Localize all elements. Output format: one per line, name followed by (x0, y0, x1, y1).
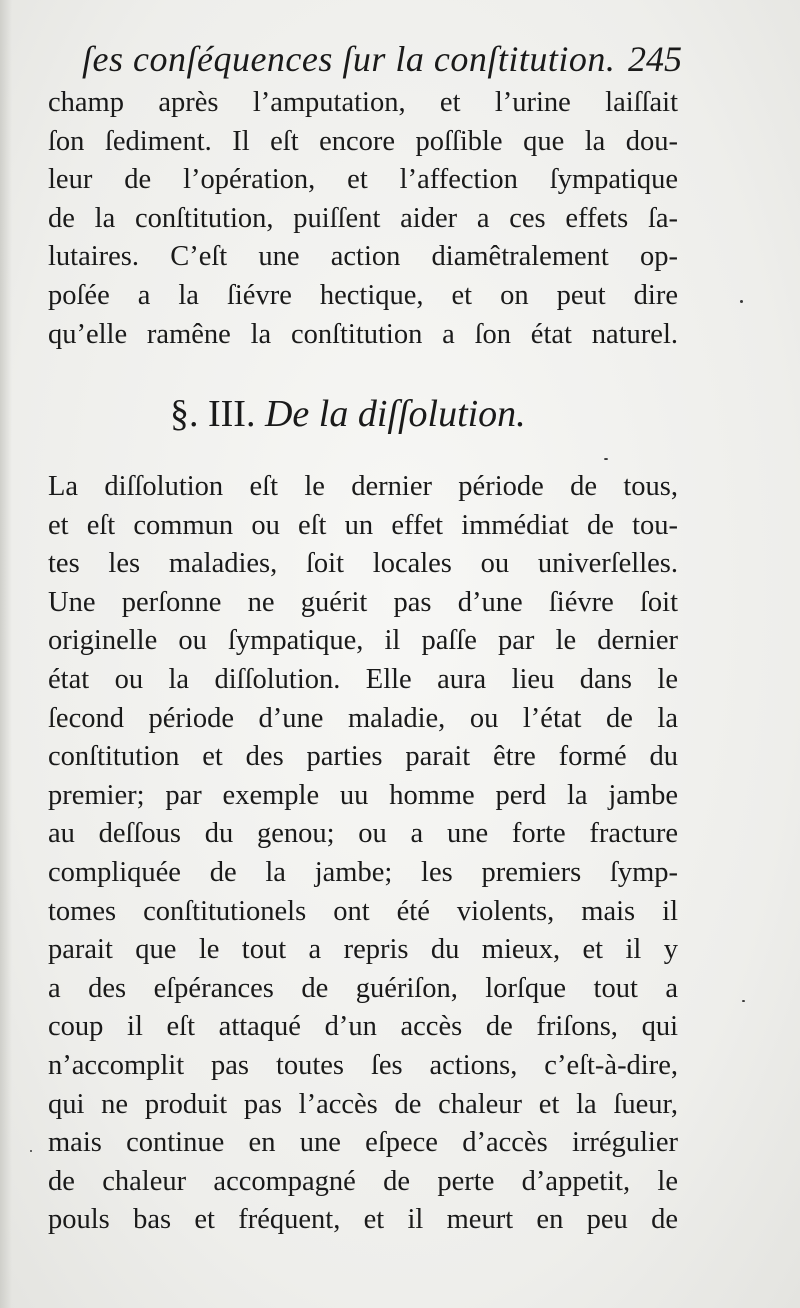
text-line: poſée a la ſiévre hectique, et on peut dire (48, 279, 678, 311)
text-line: ſecond période d’une maladie, ou l’état de la (48, 702, 678, 734)
ink-speck (604, 458, 608, 460)
text-line: qui ne produit pas l’accès de chaleur et la ſueur, (48, 1088, 678, 1120)
text-line: ſon ſediment. Il eſt encore poſſible que la dou- (48, 125, 678, 157)
text-line: et eſt commun ou eſt un effet immédiat de tou- (48, 509, 678, 541)
text-line: pouls bas et fréquent, et il meurt en peu de (48, 1204, 678, 1236)
text-line: mais continue en une eſpece d’accès irrégulier (48, 1127, 678, 1159)
text-line: lutaires. C’eſt une action diamêtralement op- (48, 241, 678, 273)
text-line: originelle ou ſympatique, il paſſe par le dernier (48, 625, 678, 657)
ink-speck (740, 300, 743, 303)
page-spine-shadow (0, 0, 12, 1308)
text-line: de la conſtitution, puiſſent aider a ces effets ſa- (48, 202, 678, 234)
text-line: champ après l’amputation, et l’urine laiſſait (48, 87, 678, 118)
text-line: au deſſous du genou; ou a une forte fracture (48, 818, 678, 850)
section-heading (170, 392, 590, 436)
text-line: premier; par exemple uu homme perd la jambe (48, 779, 678, 811)
paragraph-2 (48, 468, 678, 1240)
running-head: ſes conſéquences ſur la conſtitution. (82, 39, 616, 79)
paragraph-1 (48, 84, 678, 354)
ink-speck (30, 1150, 32, 1152)
text-line: parait que le tout a repris du mieux, et il y (48, 934, 678, 966)
text-line: conſtitution et des parties parait être formé du (48, 741, 678, 773)
text-line: coup il eſt attaqué d’un accès de friſons, qui (48, 1011, 678, 1043)
page-number: 245 (628, 39, 682, 79)
text-line: a des eſpérances de guériſon, lorſque tout a (48, 972, 678, 1004)
text-line: état ou la diſſolution. Elle aura lieu dans le (48, 663, 678, 695)
text-line: Une perſonne ne guérit pas d’une ſiévre ſoit (48, 586, 678, 618)
text-line: n’accomplit pas toutes ſes actions, c’eſt-à-dire, (48, 1049, 678, 1081)
text-line: qu’elle ramêne la conſtitution a ſon état naturel. (48, 318, 678, 350)
ink-speck (742, 1000, 745, 1002)
text-line: leur de l’opération, et l’affection ſympatique (48, 164, 678, 196)
section-number: §. III. (170, 393, 256, 435)
text-line: de chaleur accompagné de perte d’appetit, le (48, 1165, 678, 1197)
page-header (82, 38, 682, 88)
text-line: compliquée de la jambe; les premiers ſymp- (48, 856, 678, 888)
section-title: De la diſſolution. (264, 393, 526, 435)
text-line: tes les maladies, ſoit locales ou univerſelles. (48, 548, 678, 580)
text-line: La diſſolution eſt le dernier période de tous, (48, 471, 678, 502)
text-line: tomes conſtitutionels ont été violents, mais il (48, 895, 678, 927)
